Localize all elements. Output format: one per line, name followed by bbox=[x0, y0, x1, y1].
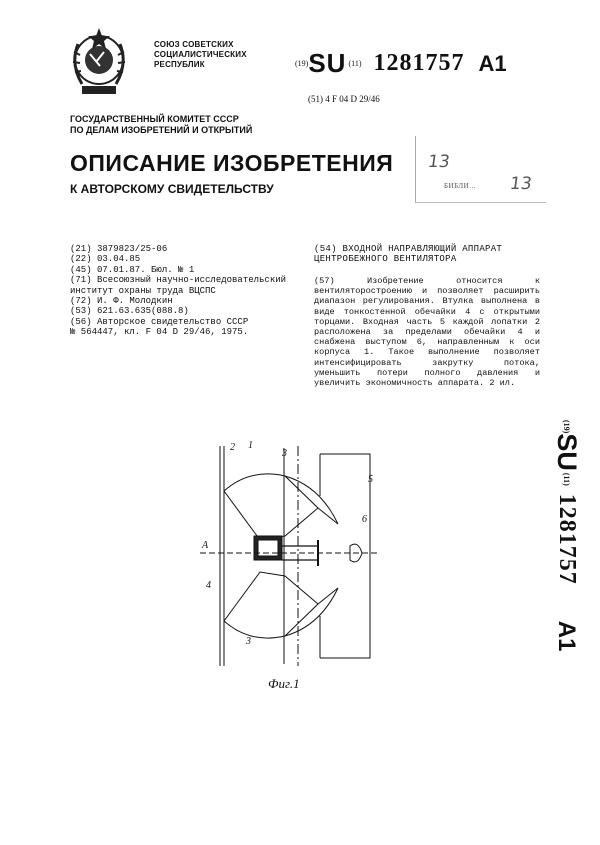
biblio-line: (53) 621.63.635(088.8) bbox=[70, 306, 189, 317]
biblio-line: (22) 03.04.85 bbox=[70, 254, 141, 265]
biblio-line: (56) Авторское свидетельство СССР bbox=[70, 316, 249, 327]
biblio-line: (21) 3879823/25-06 bbox=[70, 244, 168, 254]
vertical-patent-number bbox=[548, 420, 588, 660]
document-subtitle: К АВТОРСКОМУ СВИДЕТЕЛЬСТВУ bbox=[70, 182, 274, 196]
patent-number: 1281757 bbox=[373, 50, 465, 76]
country-code: SU bbox=[308, 48, 347, 78]
figure-label: 6 bbox=[362, 514, 367, 525]
figure-label: 2 bbox=[230, 442, 235, 453]
vertical-number-code-label: (11) bbox=[562, 472, 571, 486]
document-title: ОПИСАНИЕ ИЗОБРЕТЕНИЯ bbox=[70, 150, 394, 176]
vertical-patent-kind: A1 bbox=[553, 620, 581, 652]
biblio-line: (72) И. Ф. Молодкин bbox=[70, 296, 173, 307]
abstract-text: (57) Изобретение относится к вентиляторостроению и позволяет расширить диапазон регулирования. Втулка выполнена в виде тонкостенной обечайки 4 с открытыми торцами. Входная часть 5 каждой лопатки 2 расположена за пределами обечайки 4 и снабжена выступом 6, направленным к оси корпуса 1. Такое выполнение позволяет интенсифицировать закрутку потока, уменьшить потери полного давления и увеличить экономичность аппарата. 2 ил. bbox=[314, 276, 540, 389]
ipc-classification: (51) 4 F 04 D 29/46 bbox=[308, 94, 380, 104]
state-name: СОЮЗ СОВЕТСКИХ СОЦИАЛИСТИЧЕСКИХ РЕСПУБЛИК bbox=[154, 40, 247, 69]
biblio-line: (71) Всесоюзный научно-исследовательский bbox=[70, 275, 287, 286]
technical-drawing bbox=[190, 436, 390, 676]
biblio-line: институт охраны труда ВЦСПС bbox=[70, 285, 216, 296]
stamp-scribble: БИБЛИ... bbox=[444, 182, 476, 190]
committee-name: ГОСУДАРСТВЕННЫЙ КОМИТЕТ СССР ПО ДЕЛАМ ИЗОБРЕТЕНИЙ И ОТКРЫТИЙ bbox=[70, 114, 253, 135]
vertical-country-code: SU bbox=[552, 433, 582, 471]
number-code-label: (11) bbox=[348, 59, 362, 68]
country-code-label: (19) bbox=[295, 59, 309, 68]
bibliographic-data bbox=[70, 244, 292, 338]
figure-label: 3 bbox=[282, 448, 287, 459]
figure-label: 5 bbox=[368, 474, 373, 485]
ussr-emblem-icon bbox=[60, 24, 138, 102]
biblio-line: (45) 07.01.87. Бюл. № 1 bbox=[70, 264, 195, 275]
stamp-number-right: 13 bbox=[508, 174, 534, 194]
biblio-line: № 564447, кл. F 04 D 29/46, 1975. bbox=[70, 327, 249, 338]
patent-kind: A1 bbox=[478, 50, 507, 76]
invention-title: (54) ВХОДНОЙ НАПРАВЛЯЮЩИЙ АППАРАТ ЦЕНТРОБЕЖНОГО ВЕНТИЛЯТОРА bbox=[314, 244, 503, 265]
stamp-number-left: 13 bbox=[426, 152, 452, 172]
figure-caption: Фиг.1 bbox=[268, 676, 300, 691]
figure-label: 4 bbox=[206, 580, 211, 591]
vertical-patent-number-text: 1281757 bbox=[554, 493, 580, 585]
figure-label: 3 bbox=[246, 636, 251, 647]
figure-labels bbox=[201, 440, 373, 647]
figure-label: 1 bbox=[248, 440, 253, 451]
library-stamp bbox=[415, 136, 546, 203]
publication-number bbox=[295, 48, 507, 79]
figure-label: A bbox=[202, 540, 209, 551]
vertical-country-code-label: (19) bbox=[562, 420, 571, 434]
